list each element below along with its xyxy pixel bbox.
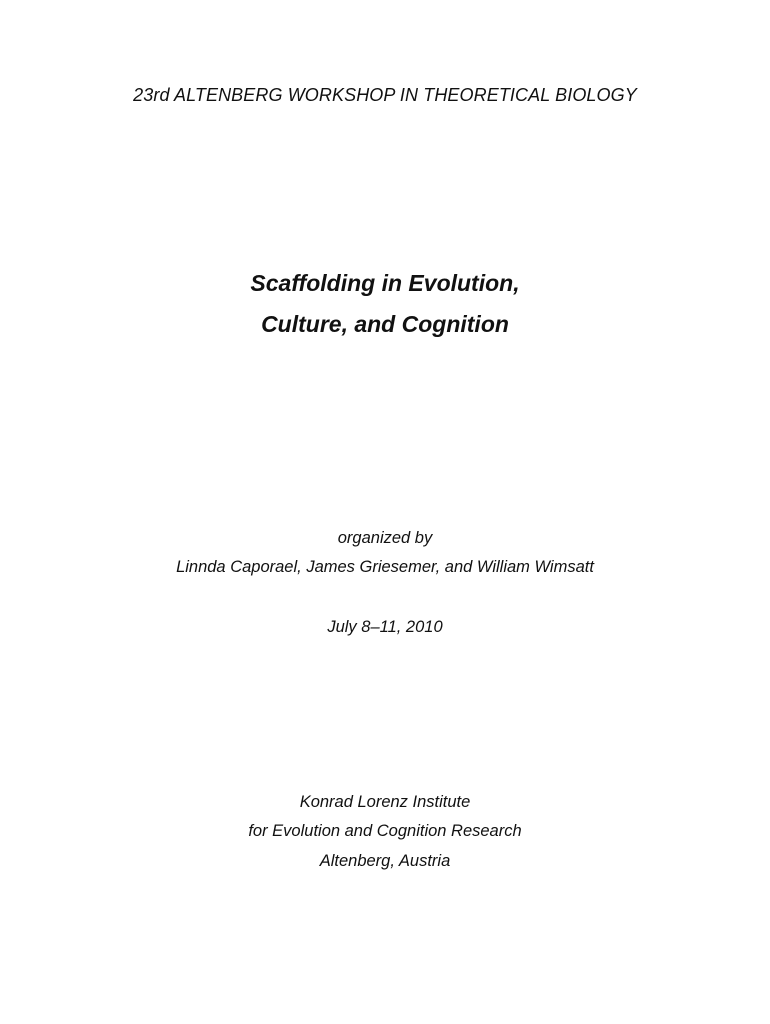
workshop-title-line-1: Scaffolding in Evolution,: [250, 270, 520, 296]
organized-by-label: organized by: [337, 529, 433, 547]
institution-subtitle: for Evolution and Cognition Research: [248, 822, 522, 840]
institution-name: Konrad Lorenz Institute: [299, 793, 471, 811]
workshop-series-heading: 23rd ALTENBERG WORKSHOP IN THEORETICAL BIOLOGY: [133, 85, 637, 105]
institution-location: Altenberg, Austria: [319, 852, 451, 870]
workshop-dates: July 8–11, 2010: [327, 618, 443, 636]
organizers-names: Linnda Caporael, James Griesemer, and William Wimsatt: [176, 558, 594, 576]
workshop-title-line-2: Culture, and Cognition: [261, 311, 509, 337]
